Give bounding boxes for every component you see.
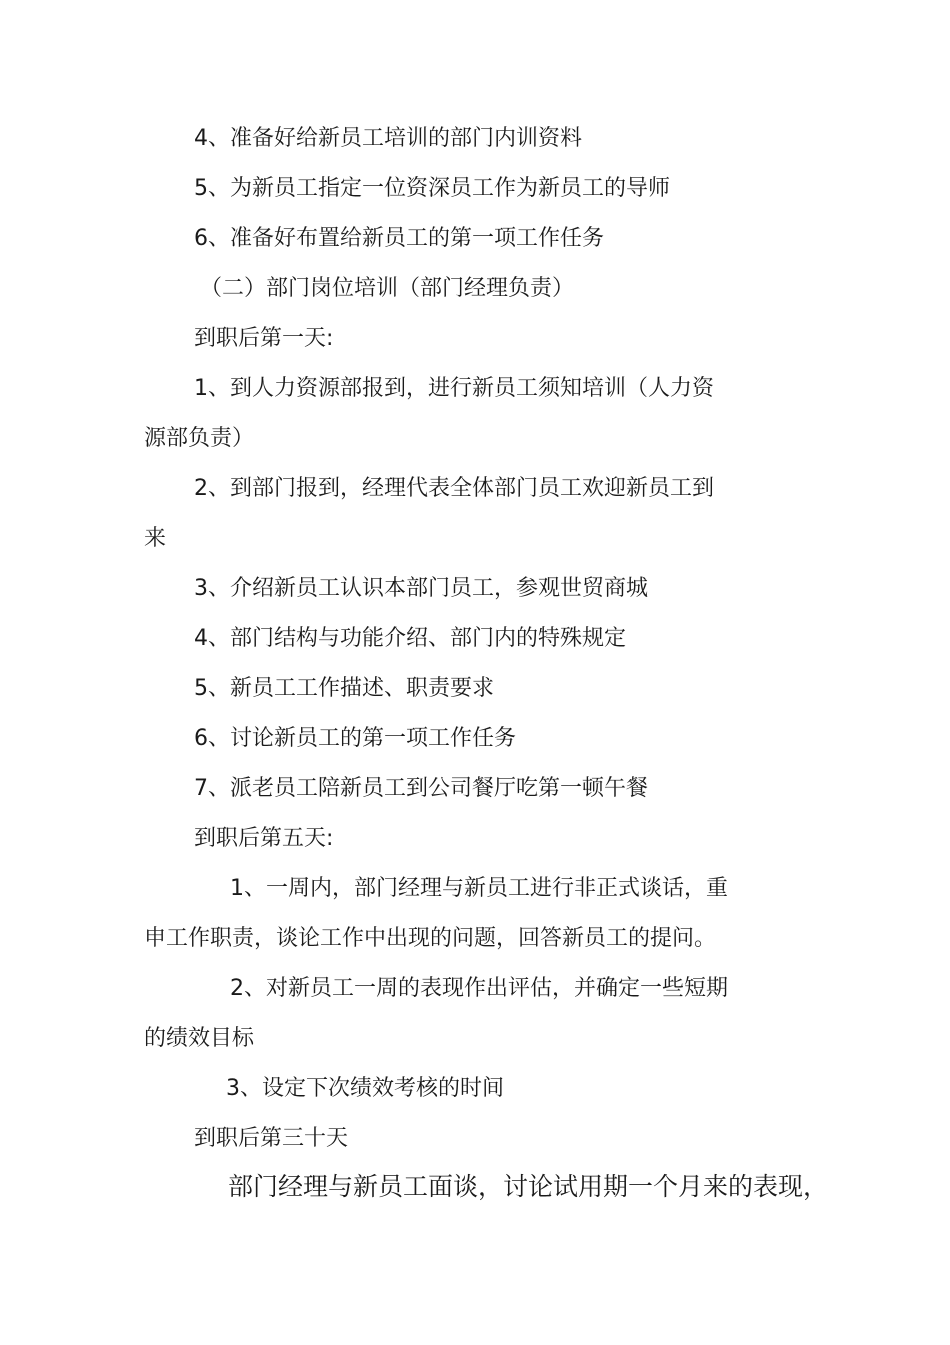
subheading-day-thirty: 到职后第三十天 [194,1126,349,1151]
text-line: 5、新员工工作描述、职责要求 [194,676,494,701]
text-line-continuation: 申工作职责，谈论工作中出现的问题，回答新员工的提问。 [144,926,717,951]
text-line: 5、为新员工指定一位资深员工作为新员工的导师 [194,176,670,201]
text-line-continuation: 来 [144,526,167,551]
text-line-continuation: 的绩效目标 [144,1026,255,1051]
text-line: 4、部门结构与功能介绍、部门内的特殊规定 [194,626,626,651]
text-line: 2、到部门报到，经理代表全体部门员工欢迎新员工到 [194,476,714,501]
text-line: 6、准备好布置给新员工的第一项工作任务 [194,226,604,251]
text-line: 7、派老员工陪新员工到公司餐厅吃第一顿午餐 [194,776,648,801]
text-line: 2、对新员工一周的表现作出评估，并确定一些短期 [230,976,728,1001]
subheading-day-one: 到职后第一天: [194,326,334,351]
text-line: 3、设定下次绩效考核的时间 [226,1076,504,1101]
text-line: 部门经理与新员工面谈，讨论试用期一个月来的表现， [228,1172,829,1201]
text-line-continuation: 源部负责） [144,426,255,451]
text-line: 1、一周内，部门经理与新员工进行非正式谈话，重 [230,876,728,901]
text-line: 1、到人力资源部报到，进行新员工须知培训（人力资 [194,376,714,401]
text-line: 3、介绍新员工认识本部门员工，参观世贸商城 [194,576,648,601]
text-line: 4、准备好给新员工培训的部门内训资料 [194,126,582,151]
subheading-day-five: 到职后第五天: [194,826,334,851]
text-line: 6、讨论新员工的第一项工作任务 [194,726,516,751]
section-heading: （二）部门岗位培训（部门经理负责） [200,276,575,301]
